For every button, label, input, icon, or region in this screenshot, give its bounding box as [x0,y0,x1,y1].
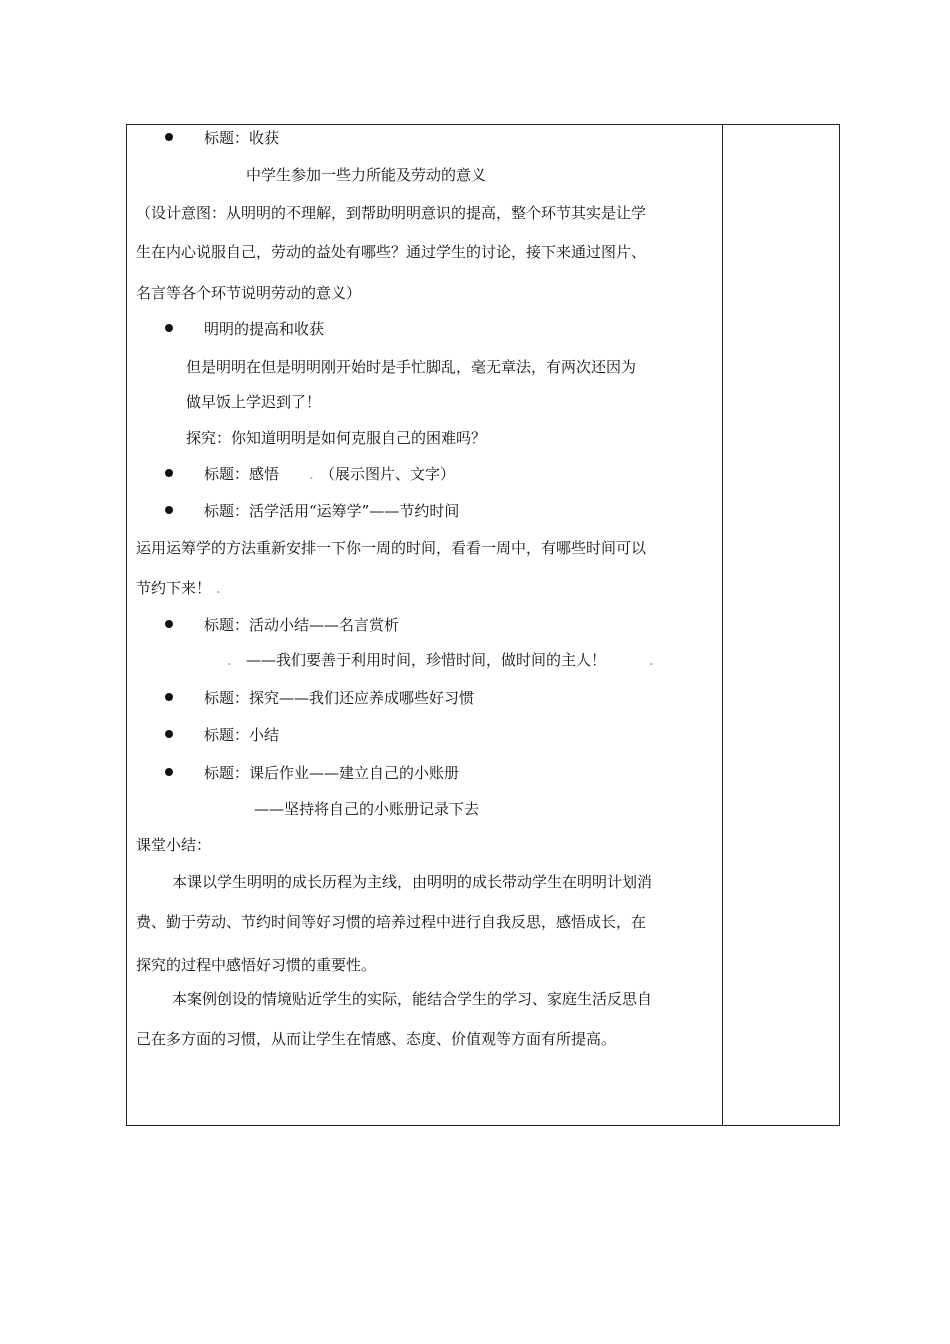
text-line: 探究：你知道明明是如何克服自己的困难吗？ [186,429,487,447]
text-line: 做早饭上学迟到了！ [186,393,322,411]
text-line: 探究的过程中感悟好习惯的重要性。 [136,956,377,974]
decorative-dot: . [227,651,232,669]
subheading-labor-meaning: 中学生参加一些力所能及劳动的意义 [246,166,487,184]
bullet-icon [165,730,173,738]
text-line: 本课以学生明明的成长历程为主线，由明明的成长带动学生在明明计划消 [172,873,653,891]
text-line: 名言等各个环节说明劳动的意义） [136,284,362,302]
heading-insight: 标题：感悟 [204,465,280,483]
quote-line: ——我们要善于利用时间，珍惜时间，做时间的主人！ [246,651,607,669]
heading-explore-habits: 标题：探究——我们还应养成哪些好习惯 [204,689,475,707]
text-line: 己在多方面的习惯，从而让学生在情感、态度、价值观等方面有所提高。 [136,1030,617,1048]
text-line: （设计意图：从明明的不理解，到帮助明明意识的提高，整个环节其实是让学 [136,204,647,222]
homework-note: ——坚持将自己的小账册记录下去 [254,800,480,818]
class-summary-label: 课堂小结： [136,836,212,854]
heading-homework: 标题：课后作业——建立自己的小账册 [204,764,460,782]
bullet-icon [165,469,173,477]
heading-harvest: 标题：收获 [204,129,280,147]
heading-improvement: 明明的提高和收获 [204,320,325,338]
table-column-divider [722,124,723,1126]
text-line: 本案例创设的情境贴近学生的实际，能结合学生的学习、家庭生活反思自 [172,990,653,1008]
decorative-dot: . [216,579,221,597]
decorative-dot: . [309,465,314,483]
bullet-icon [165,324,173,332]
text-line: 费、勤于劳动、节约时间等好习惯的培养过程中进行自我反思，感悟成长，在 [136,913,647,931]
decorative-dot: . [649,651,654,669]
heading-insight-note: （展示图片、文字） [320,465,456,483]
text-line: 运用运筹学的方法重新安排一下你一周的时间，看看一周中，有哪些时间可以 [136,539,647,557]
bullet-icon [165,693,173,701]
text-line: 节约下来！ [136,579,212,597]
text-line: 生在内心说服自己，劳动的益处有哪些？通过学生的讨论，接下来通过图片、 [136,243,647,261]
heading-activity-summary: 标题：活动小结——名言赏析 [204,616,400,634]
bullet-icon [165,133,173,141]
heading-operations-research: 标题：活学活用“运筹学”——节约时间 [204,502,460,520]
bullet-icon [165,768,173,776]
bullet-icon [165,620,173,628]
bullet-icon [165,506,173,514]
text-line: 但是明明在但是明明刚开始时是手忙脚乱，毫无章法，有两次还因为 [186,358,637,376]
heading-summary: 标题：小结 [204,726,280,744]
